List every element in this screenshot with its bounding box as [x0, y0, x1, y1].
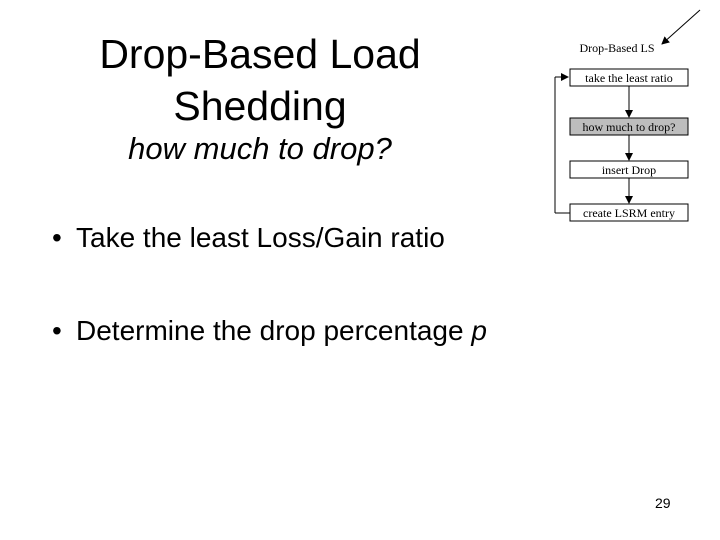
node-label: insert Drop: [601, 163, 657, 177]
flow-node-insert-drop: [570, 161, 688, 178]
flow-node-take-least-ratio: [570, 69, 688, 86]
bullet-dot: •: [52, 315, 62, 346]
slide-subtitle: how much to drop?: [128, 131, 392, 166]
node-label: create LSRM entry: [583, 206, 675, 220]
node-label: take the least ratio: [585, 71, 673, 85]
flow-node-how-much-to-drop: [570, 118, 688, 135]
page-number: 29: [655, 495, 671, 511]
bullet-dot: •: [52, 222, 62, 253]
slide-title-line1: Drop-Based Load: [99, 31, 421, 77]
flow-node-create-lsrm-entry: [570, 204, 688, 221]
loop-connector: [555, 77, 571, 213]
slide-title-line2: Shedding: [173, 83, 347, 129]
node-label: how much to drop?: [582, 120, 676, 134]
flow-node-start: [580, 41, 655, 55]
node-label: Drop-Based LS: [579, 41, 655, 55]
bullet-text: Take the least Loss/Gain ratio: [76, 222, 445, 253]
bullet-variable: p: [471, 315, 487, 346]
bullet-text: Determine the drop percentage: [76, 315, 472, 346]
entry-arrow: [662, 10, 700, 44]
